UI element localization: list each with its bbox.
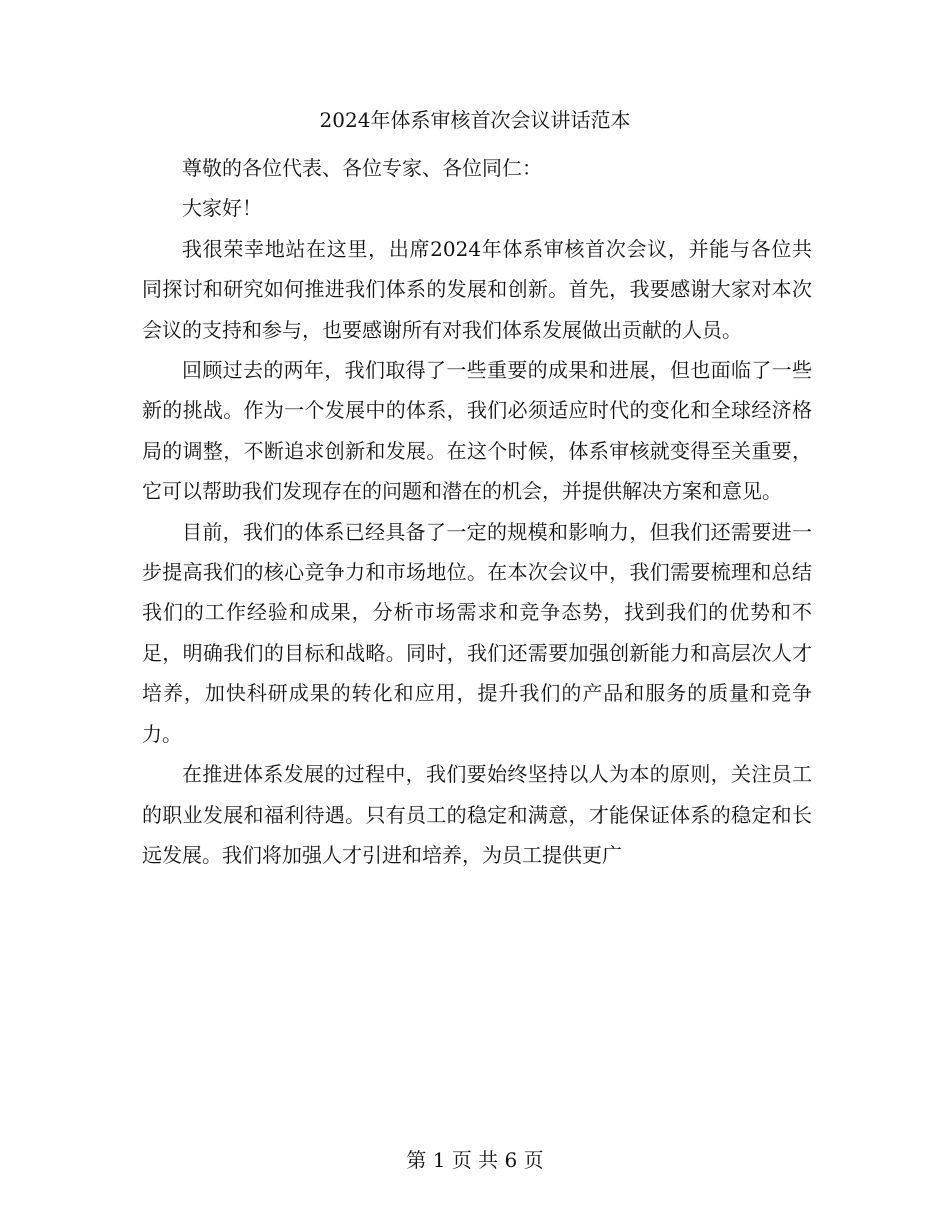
body-paragraph: 在推进体系发展的过程中，我们要始终坚持以人为本的原则，关注员工的职业发展和福利待遇。只有员工的稳定和满意，才能保证体系的稳定和长远发展。我们将加强人才引进和培养，为员工提供更广 — [142, 762, 812, 867]
salutation-paragraph: 尊敬的各位代表、各位专家、各位同仁： — [182, 156, 542, 180]
body-paragraph: 目前，我们的体系已经具备了一定的规模和影响力，但我们还需要进一步提高我们的核心竞争力和市场地位。在本次会议中，我们需要梳理和总结我们的工作经验和成果，分析市场需求和竞争态势，找到我们的优势和不足，明确我们的目标和战略。同时，我们还需要加强创新能力和高层次人才培养，加快科研成果的转化和应用，提升我们的产品和服务的质量和竞争力。 — [142, 519, 812, 746]
body-paragraph: 回顾过去的两年，我们取得了一些重要的成果和进展，但也面临了一些新的挑战。作为一个发展中的体系，我们必须适应时代的变化和全球经济格局的调整，不断追求创新和发展。在这个时候，体系审核就变得至关重要，它可以帮助我们发现存在的问题和潜在的机会，并提供解决方案和意见。 — [142, 358, 812, 504]
document-title: 2024年体系审核首次会议讲话范本 — [319, 108, 631, 132]
body-paragraph: 我很荣幸地站在这里，出席2024年体系审核首次会议，并能与各位共同探讨和研究如何推进我们体系的发展和创新。首先，我要感谢大家对本次会议的支持和参与，也要感谢所有对我们体系发展做出贡献的人员。 — [142, 236, 812, 342]
document-body — [142, 148, 812, 875]
greeting-paragraph: 大家好！ — [182, 196, 262, 221]
page-number-footer: 第 1 页 共 6 页 — [406, 1148, 544, 1172]
